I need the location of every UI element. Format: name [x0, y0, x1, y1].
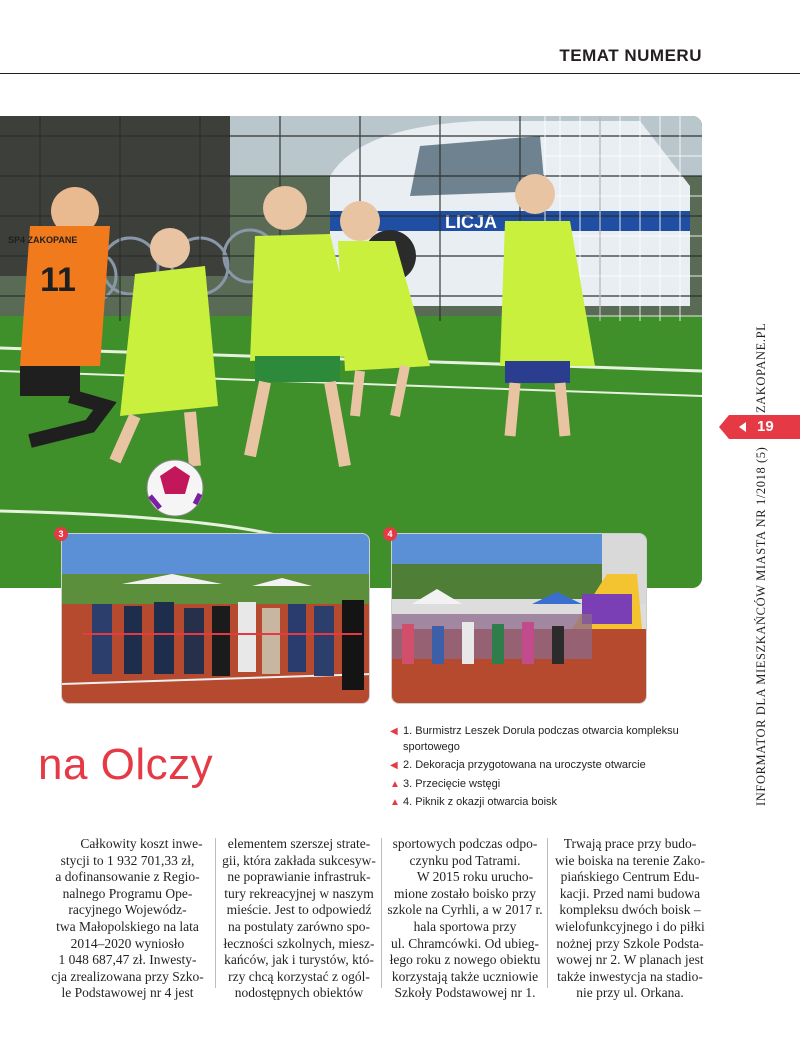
- website-label: ZAKOPANE.PL: [754, 322, 768, 414]
- caption-item: ◀ 1. Burmistrz Leszek Dorula podczas otwarcia kompleksu sportowego: [390, 725, 679, 753]
- column-divider: [381, 838, 382, 988]
- arrow-left-icon: ◀: [390, 726, 398, 737]
- header-rule: [0, 73, 800, 74]
- arrow-up-icon: ▲: [390, 797, 400, 808]
- caption-item: ◀ 2. Dekoracja przygotowana na uroczyste otwarcie: [390, 758, 720, 774]
- main-photo-football-match: [0, 116, 702, 588]
- jersey-number: 11: [40, 261, 76, 299]
- photo-captions: [390, 724, 720, 814]
- article-column-3: sportowych podczas odpo- czynku pod Tatrami. W 2015 roku urucho- mione zostało boisko przy szkole na Cyrhli, a w 2017 r. hala sportowa przy ul. Chramcówki. Od ubieg- łego roku z nowego obiektu korzystają także uczniowie Szkoły Podstawowej nr 1.: [387, 836, 543, 1001]
- car-lettering: LICJA: [445, 212, 498, 232]
- page-number-tab: [729, 415, 800, 439]
- photo-4-picnic: [391, 533, 647, 704]
- article-column-2: elementem szerszej strate- gii, która zakłada sukcesyw- ne poprawianie infrastruk- tury rekreacyjnej w naszym mieście. Jest to odpowiedź na postulaty zarówno spo- łeczności szkolnych, miesz- kańców, jak i turystów, któ- rzy chcą korzystać z ogól- nodostępnych obiektów: [222, 836, 376, 1001]
- column-divider: [215, 838, 216, 988]
- column-divider: [547, 838, 548, 988]
- caption-item: ▲ 3. Przecięcie wstęgi: [390, 777, 720, 793]
- page-number: 19: [757, 418, 774, 435]
- photo-3-ribbon-cutting: [61, 533, 370, 704]
- section-label: TEMAT NUMERU: [559, 46, 702, 65]
- arrow-left-icon: ◀: [390, 760, 398, 771]
- football: [147, 460, 203, 516]
- arrow-up-icon: ▲: [390, 778, 400, 790]
- picnic-crowd: [392, 614, 592, 664]
- article-column-1: Całkowity koszt inwe- stycji to 1 932 701,33 zł, a dofinansowanie z Regio- nalnego Programu Ope- racyjnego Wojewódz- twa Małopolskiego na lata 2014–2020 wyniosło 1 048 687,47 zł. Inwesty- cja zrealizowana przy Szko- le Podstawowej nr 4 jest: [51, 836, 204, 1001]
- jersey-lettering: SP4 ZAKOPANE: [8, 235, 78, 245]
- headline: na Olczy: [38, 740, 214, 789]
- arrow-left-icon: [739, 422, 746, 432]
- article-column-4: Trwają prace przy budo- wie boiska na terenie Zako- piańskiego Centrum Edu- kacji. Przed nami budowa kompleksu dwóch boisk – wielofunkcyjnego i do piłki nożnej przy Szkole Podsta- wowej nr 2. W planach jest także inwestycja na stadio- nie przy ul. Orkana.: [555, 836, 705, 1001]
- photo-4-badge: 4: [383, 527, 397, 541]
- photo-3-badge: 3: [54, 527, 68, 541]
- caption-item: ▲ 4. Piknik z okazji otwarcia boisk: [390, 795, 720, 811]
- publication-title: INFORMATOR DLA MIESZKAŃCÓW MIASTA NR 1/2018 (5): [754, 446, 768, 806]
